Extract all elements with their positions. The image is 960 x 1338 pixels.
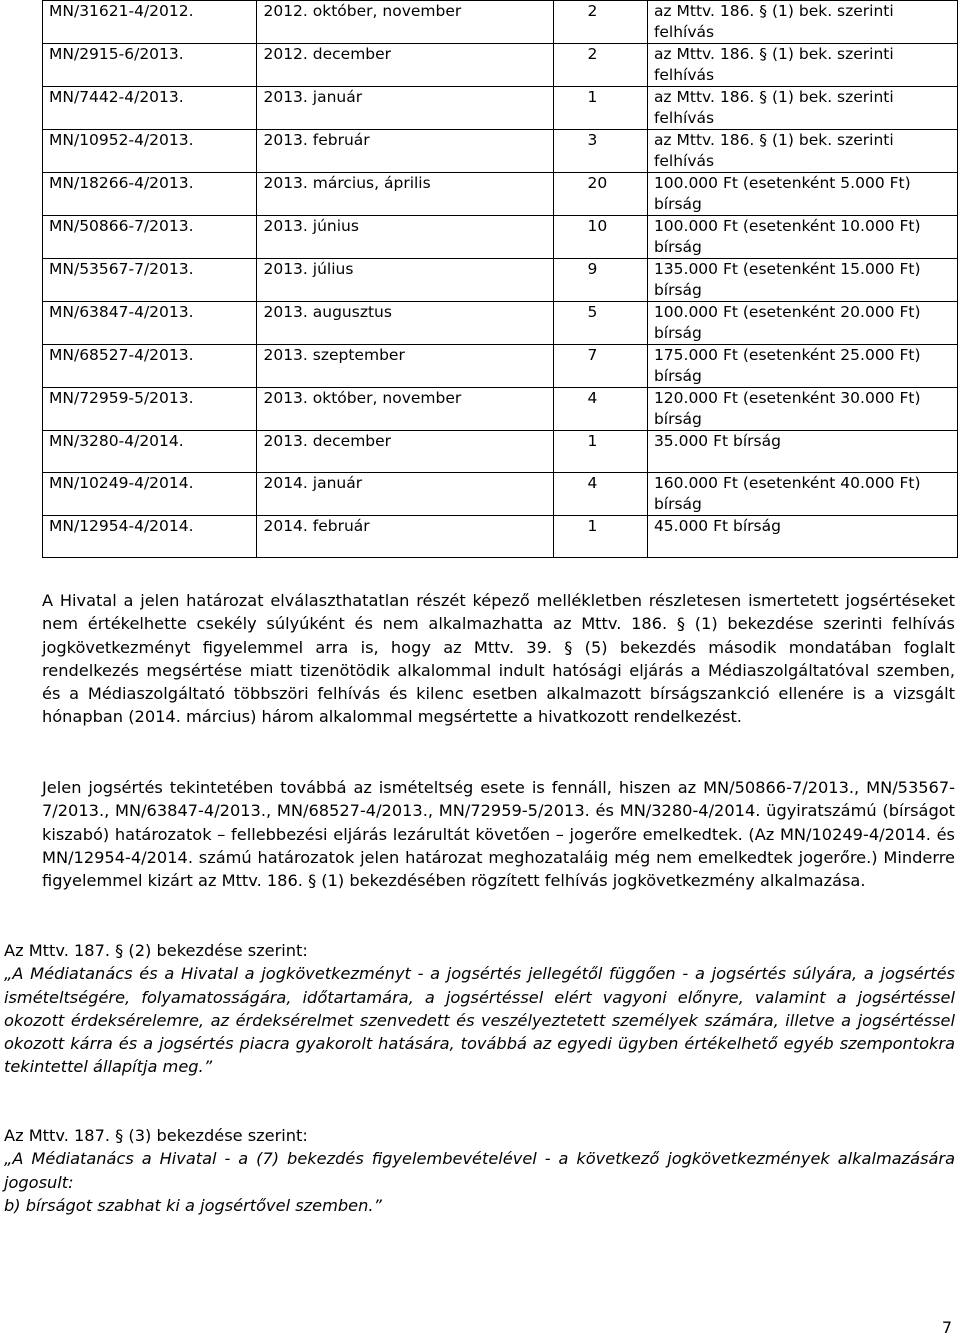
cell-reference: MN/50866-7/2013. [43, 216, 257, 259]
section-mttv-187-3 [4, 1124, 955, 1217]
table-row [43, 302, 958, 345]
decisions-table [42, 0, 958, 558]
cell-reference: MN/63847-4/2013. [43, 302, 257, 345]
decisions-table-body [43, 1, 958, 558]
cell-count: 10 [553, 216, 647, 259]
table-row [43, 216, 958, 259]
section-heading: Az Mttv. 187. § (2) bekezdése szerint: [4, 941, 308, 960]
paragraph-repetition: Jelen jogsértés tekintetében továbbá az ismételtség esete is fennáll, hiszen az MN/50866-7/2013., MN/53567-7/2013., MN/63847-4/2013., MN/68527-4/2013., MN/72959-5/2013. és MN/3280-4/2014. ügyiratszámú (bírságot kiszabó) határozatok – fellebbezési eljárás lezárultát követően – jogerőre emelkedtek. (Az MN/10249-4/2014. és MN/12954-4/2014. számú határozatok jelen határozat meghozataláig még nem emelkedtek jogerőre.) Minderre figyelemmel kizárt az Mttv. 186. § (1) bekezdésében rögzített felhívás jogkövetkezmény alkalmazása. [42, 778, 955, 891]
cell-period: 2013. január [257, 87, 553, 130]
cell-period: 2012. október, november [257, 1, 553, 44]
cell-period: 2013. február [257, 130, 553, 173]
cell-sanction: 100.000 Ft (esetenként 5.000 Ft) bírság [647, 173, 957, 216]
cell-sanction: az Mttv. 186. § (1) bek. szerinti felhívás [647, 87, 957, 130]
cell-period: 2014. január [257, 473, 553, 516]
cell-reference: MN/7442-4/2013. [43, 87, 257, 130]
legal-quote: „A Médiatanács és a Hivatal a jogkövetkezményt - a jogsértés jellegétől függően - a jogsértés súlyára, a jogsértés ismételtségére, folyamatosságára, időtartamára, a jogsértéssel elért vagyoni előnyre, valamint a jogsértéssel okozott érdeksérelemre, az érdeksérelmet szenvedett és veszélyeztetett személyek számára, illetve a jogsértéssel okozott kárra és a jogsértés piacra gyakorolt hatására, továbbá az egyedi ügyben értékelhető egyéb szempontokra tekintettel állapítja meg.” [4, 964, 955, 1077]
legal-quote-line: „A Médiatanács a Hivatal - a (7) bekezdés figyelembevételével - a következő jogkövetkezmények alkalmazására jogosult: [4, 1149, 955, 1192]
cell-sanction: az Mttv. 186. § (1) bek. szerinti felhívás [647, 44, 957, 87]
cell-reference: MN/2915-6/2013. [43, 44, 257, 87]
cell-count: 9 [553, 259, 647, 302]
legal-quote-line: b) bírságot szabhat ki a jogsértővel szemben.” [4, 1195, 382, 1215]
cell-count: 1 [553, 431, 647, 473]
cell-period: 2014. február [257, 516, 553, 558]
table-row [43, 1, 958, 44]
cell-count: 1 [553, 516, 647, 558]
cell-reference: MN/31621-4/2012. [43, 1, 257, 44]
cell-period: 2013. június [257, 216, 553, 259]
cell-count: 4 [553, 473, 647, 516]
cell-reference: MN/18266-4/2013. [43, 173, 257, 216]
cell-sanction: 175.000 Ft (esetenként 25.000 Ft) bírság [647, 345, 957, 388]
table-row [43, 259, 958, 302]
cell-count: 2 [553, 1, 647, 44]
table-row [43, 130, 958, 173]
cell-count: 2 [553, 44, 647, 87]
table-row [43, 473, 958, 516]
cell-period: 2013. augusztus [257, 302, 553, 345]
cell-sanction: 120.000 Ft (esetenként 30.000 Ft) bírság [647, 388, 957, 431]
table-row [43, 516, 958, 558]
cell-sanction: 100.000 Ft (esetenként 10.000 Ft) bírság [647, 216, 957, 259]
cell-reference: MN/3280-4/2014. [43, 431, 257, 473]
cell-sanction: 100.000 Ft (esetenként 20.000 Ft) bírság [647, 302, 957, 345]
table-row [43, 87, 958, 130]
cell-sanction: az Mttv. 186. § (1) bek. szerinti felhívás [647, 1, 957, 44]
cell-sanction: az Mttv. 186. § (1) bek. szerinti felhívás [647, 130, 957, 173]
table-row [43, 345, 958, 388]
cell-count: 7 [553, 345, 647, 388]
cell-sanction: 160.000 Ft (esetenként 40.000 Ft) bírság [647, 473, 957, 516]
cell-period: 2013. március, április [257, 173, 553, 216]
cell-reference: MN/53567-7/2013. [43, 259, 257, 302]
cell-sanction: 45.000 Ft bírság [647, 516, 957, 558]
table-row [43, 431, 958, 473]
cell-count: 20 [553, 173, 647, 216]
section-heading: Az Mttv. 187. § (3) bekezdése szerint: [4, 1126, 308, 1145]
page-number: 7 [941, 1318, 952, 1337]
cell-count: 4 [553, 388, 647, 431]
table-row [43, 173, 958, 216]
cell-sanction: 135.000 Ft (esetenként 15.000 Ft) bírság [647, 259, 957, 302]
paragraph-hivatal-assessment: A Hivatal a jelen határozat elválaszthatatlan részét képező mellékletben részletesen ismertetett jogsértéseket nem értékelhette csekély súlyúként és nem alkalmazhatta az Mttv. 186. § (1) bekezdése szerinti felhívás jogkövetkezményt figyelemmel arra is, hogy az Mttv. 39. § (5) bekezdés második mondatában foglalt rendelkezés megsértése miatt tizenötödik alkalommal indult hatósági eljárás a Médiaszolgáltatóval szemben, és a Médiaszolgáltató többszöri felhívás és kilenc esetben alkalmazott bírságszankció ellenére is a vizsgált hónapban (2014. március) három alkalommal megsértette a hivatkozott rendelkezést. [42, 591, 955, 727]
cell-reference: MN/72959-5/2013. [43, 388, 257, 431]
cell-reference: MN/10249-4/2014. [43, 473, 257, 516]
table-row [43, 388, 958, 431]
section-mttv-187-2 [4, 939, 955, 1079]
cell-period: 2013. október, november [257, 388, 553, 431]
cell-reference: MN/10952-4/2013. [43, 130, 257, 173]
cell-count: 3 [553, 130, 647, 173]
cell-period: 2013. július [257, 259, 553, 302]
cell-period: 2013. szeptember [257, 345, 553, 388]
cell-count: 1 [553, 87, 647, 130]
cell-sanction: 35.000 Ft bírság [647, 431, 957, 473]
table-row [43, 44, 958, 87]
cell-period: 2013. december [257, 431, 553, 473]
cell-count: 5 [553, 302, 647, 345]
cell-reference: MN/12954-4/2014. [43, 516, 257, 558]
cell-period: 2012. december [257, 44, 553, 87]
cell-reference: MN/68527-4/2013. [43, 345, 257, 388]
